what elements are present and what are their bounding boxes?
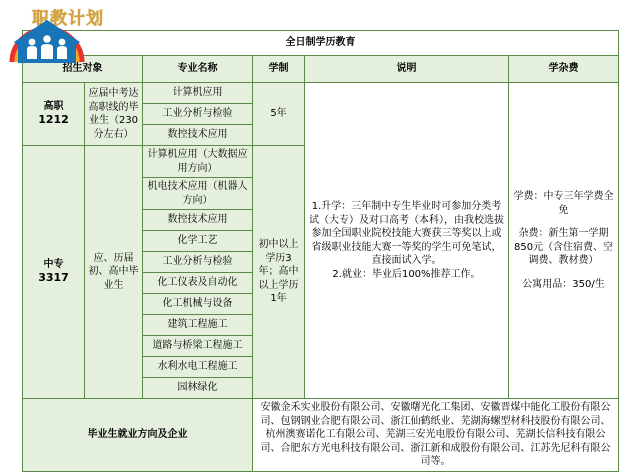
description-line-2: 2.就业：毕业后100%推荐工作。 — [332, 268, 481, 280]
major-name: 道路与桥梁工程施工 — [143, 336, 253, 357]
group-years-zhongzhuan: 初中以上学历3年；高中以上学历1年 — [253, 146, 305, 399]
footer-content: 安徽金禾实业股份有限公司、安徽曙光化工集团、安徽晋煤中能化工股份有限公司、包钢钢业合肥有限公司、浙江仙鹤纸业、芜湖海螺型材科技股份有限公司、杭州澳赛诺化工有限公司、芜湖三安光电股份有限公司、芜湖长信科技有限公司、合肥东方光电科技有限公司、浙江新和成股份有限公司、江苏先尼科有限公司等。 — [253, 399, 619, 472]
group-label-zhongzhuan — [23, 146, 85, 399]
group-target-gaozhi: 应届中考达高职线的毕业生（230分左右） — [85, 83, 143, 146]
major-name: 园林绿化 — [143, 378, 253, 399]
col-header-desc: 说明 — [305, 56, 509, 83]
col-header-target: 招生对象 — [23, 56, 143, 83]
table-footer-row — [23, 399, 619, 472]
major-name: 机电技术应用（机器人方向） — [143, 178, 253, 210]
major-name: 化工仪表及自动化 — [143, 273, 253, 294]
house-family-logo-icon — [8, 16, 86, 68]
col-header-major: 专业名称 — [143, 56, 253, 83]
group-years-gaozhi: 5年 — [253, 83, 305, 146]
col-header-years: 学制 — [253, 56, 305, 83]
logo-block — [8, 4, 102, 66]
group-code: 3317 — [38, 271, 69, 285]
group-label-gaozhi — [23, 83, 85, 146]
table-header-row — [23, 56, 619, 83]
fee-item-misc: 杂费：新生第一学期850元（含住宿费、空调费、教材费） — [513, 228, 614, 266]
fee-item-dorm: 公寓用品：350/生 — [522, 278, 605, 290]
group-name: 中专 — [43, 258, 64, 270]
major-name: 化学工艺 — [143, 231, 253, 252]
major-name: 水利水电工程施工 — [143, 357, 253, 378]
table-title: 全日制学历教育 — [23, 31, 619, 56]
footer-label: 毕业生就业方向及企业 — [23, 399, 253, 472]
major-name: 计算机应用 — [143, 83, 253, 104]
col-header-fee: 学杂费 — [509, 56, 619, 83]
major-name: 工业分析与检验 — [143, 104, 253, 125]
fee-cell — [509, 83, 619, 399]
major-name: 工业分析与检验 — [143, 252, 253, 273]
group-target-zhongzhuan: 应、历届初、高中毕业生 — [85, 146, 143, 399]
group-name: 高职 — [43, 100, 64, 112]
major-name: 数控技术应用 — [143, 125, 253, 146]
major-name: 建筑工程施工 — [143, 315, 253, 336]
enrollment-table — [22, 30, 619, 472]
logo-title: 职教计划 — [32, 9, 104, 29]
major-name: 计算机应用（大数据应用方向） — [143, 146, 253, 178]
major-name: 化工机械与设备 — [143, 294, 253, 315]
description-cell — [305, 83, 509, 399]
description-line-1: 1.升学：三年制中专生毕业时可参加分类考试（大专）及对口高考（本科），由我校选拔参加全国职业院校技能大赛获三等奖以上或省级职业技能大赛一等奖的学生可免笔试，直接面试入学。 — [309, 201, 504, 266]
major-name: 数控技术应用 — [143, 210, 253, 231]
group-code: 1212 — [38, 113, 69, 127]
table-title-row — [23, 31, 619, 56]
table-row — [23, 83, 619, 104]
fee-item-tuition: 学费：中专三年学费全免 — [513, 191, 614, 216]
